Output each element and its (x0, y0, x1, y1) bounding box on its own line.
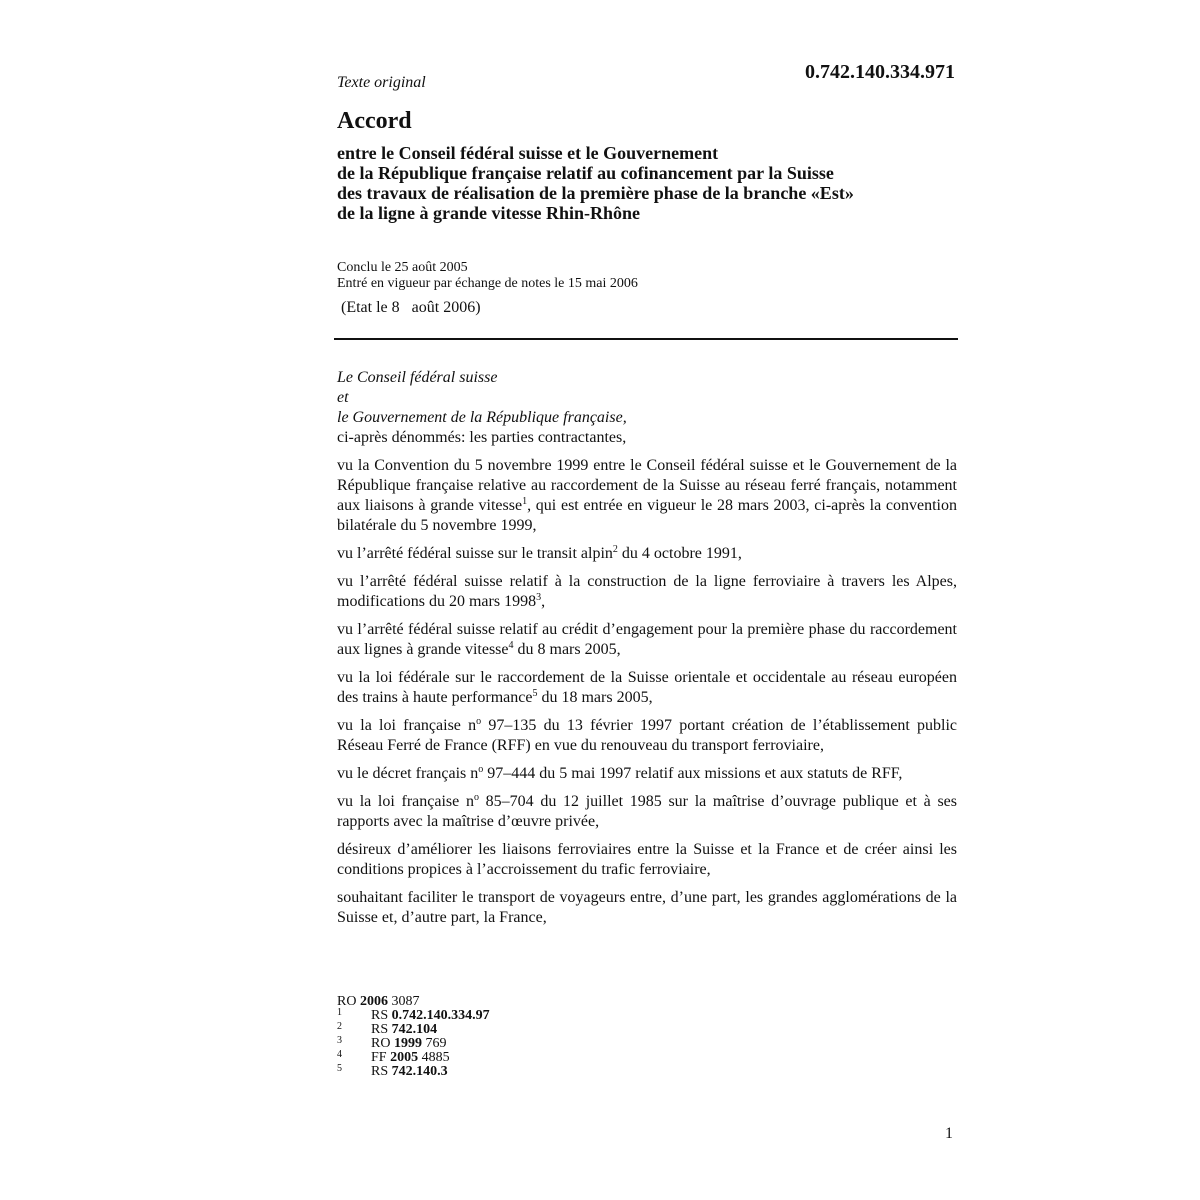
clause-text: vu la loi française n (337, 793, 474, 810)
clause-text: , qui est entrée en vigueur le 28 mars 2003, ci-après la convention bilatérale du 5 novembre 1999, (337, 497, 957, 534)
footnotes (337, 994, 490, 1079)
footnote-ro-year: 2006 (359, 994, 388, 1009)
footnote-text (371, 1065, 448, 1079)
title-line: des travaux de réalisation de la première phase de la branche «Est» (337, 183, 854, 203)
rs-number: 0.742.140.334.971 (805, 61, 955, 83)
clause-text: vu la loi française n (337, 717, 477, 734)
footnote-ro-page: 3087 (387, 994, 420, 1009)
preamble (337, 368, 957, 936)
footnote-reference-number: 1999 (393, 1036, 422, 1051)
clause-text: vu l’arrêté fédéral suisse sur le transit alpin (337, 545, 613, 562)
entry-into-force-date: Entré en vigueur par échange de notes le 15 mai 2006 (337, 276, 638, 291)
footnote-reference[interactable]: 3 (536, 592, 542, 603)
preamble-clause (337, 888, 957, 928)
footnote-text (371, 1009, 490, 1023)
title-line: de la République française relatif au cofinancement par la Suisse (337, 163, 834, 183)
footnote-prefix: RS (371, 1064, 392, 1079)
footnote-item (337, 1007, 490, 1023)
clause-text: , (541, 593, 546, 610)
footnote-reference[interactable]: o (478, 764, 484, 775)
clause-text: vu la Convention du 5 novembre 1999 entre le Conseil fédéral suisse et le Gouvernement de la République française relative au raccordement de la Suisse au réseau ferré français, notamment aux liaisons à grande vitesse (337, 457, 957, 514)
preamble-clauses (337, 456, 957, 928)
footnote-reference-number: 0.742.140.334.97 (391, 1008, 490, 1023)
status-date: (Etat le 8 août 2006) (341, 299, 481, 316)
footnote-text (371, 1037, 446, 1051)
party-2: le Gouvernement de la République française, (337, 409, 627, 426)
footnote-reference-number: 2005 (390, 1050, 419, 1065)
preamble-clause (337, 620, 957, 660)
preamble-clause (337, 572, 957, 612)
document-title (337, 143, 957, 223)
preamble-clause (337, 456, 957, 536)
footnote-number: 5 (337, 1063, 342, 1074)
preamble-clause (337, 544, 957, 564)
footnote-ro-prefix: RO (337, 994, 360, 1009)
footnote-prefix: RO (371, 1036, 394, 1051)
page-number: 1 (945, 1125, 953, 1142)
party-connector: et (337, 389, 349, 406)
footnote-reference-number: 742.140.3 (391, 1064, 448, 1079)
document-type-heading: Accord (337, 108, 412, 134)
ci-apres-clause: ci-après dénommés: les parties contractantes, (337, 429, 627, 446)
footnote-prefix: RS (371, 1008, 392, 1023)
clause-text: vu l’arrêté fédéral suisse relatif au crédit d’engagement pour la première phase du raccordement aux lignes à grande vitesse (337, 621, 957, 658)
clause-text: 97–444 du 5 mai 1997 relatif aux missions et aux statuts de RFF, (483, 765, 903, 782)
footnote-reference[interactable]: 5 (532, 688, 538, 699)
footnote-text (371, 1023, 437, 1037)
footnote-reference[interactable]: 1 (522, 496, 528, 507)
footnote-item (337, 1021, 438, 1037)
footnote-reference[interactable]: o (473, 792, 479, 803)
preamble-clause (337, 792, 957, 832)
footnote-suffix: 769 (421, 1036, 447, 1051)
footnote-list (337, 1007, 490, 1079)
footnote-suffix: 4885 (418, 1050, 450, 1065)
footnote-reference[interactable]: o (476, 716, 482, 727)
footnote-prefix: RS (371, 1022, 392, 1037)
conclusion-date: Conclu le 25 août 2005 (337, 260, 468, 275)
footnote-reference[interactable]: 2 (612, 544, 618, 555)
title-line: entre le Conseil fédéral suisse et le Gouvernement (337, 143, 719, 163)
clause-text: du 8 mars 2005, (513, 641, 621, 658)
footnote-reference[interactable]: 4 (508, 640, 514, 651)
clause-text: vu la loi fédérale sur le raccordement de la Suisse orientale et occidentale au réseau européen des trains à haute performance (337, 669, 957, 706)
preamble-clause (337, 716, 957, 756)
clause-text: souhaitant faciliter le transport de voyageurs entre, d’une part, les grandes agglomérations de la Suisse et, d’autre part, la France, (337, 889, 957, 926)
footnote-reference-number: 742.104 (391, 1022, 438, 1037)
texte-original-label: Texte original (337, 74, 426, 91)
clause-text: du 4 octobre 1991, (617, 545, 742, 562)
clause-text: désireux d’améliorer les liaisons ferroviaires entre la Suisse et la France et de créer ainsi les conditions propices à l’accroissement du trafic ferroviaire, (337, 841, 957, 878)
clause-text: 85–704 du 12 juillet 1985 sur la maîtrise d’ouvrage publique et à ses rapports avec la maîtrise d’œuvre privée, (337, 793, 957, 830)
footnote-number: 1 (337, 1007, 342, 1018)
horizontal-rule (334, 338, 958, 340)
footnote-number: 4 (337, 1049, 342, 1060)
preamble-clause (337, 840, 957, 880)
footnote-prefix: FF (371, 1050, 391, 1065)
footnote-number: 3 (337, 1035, 342, 1046)
footnote-item (337, 1049, 450, 1065)
footnote-ro (337, 995, 419, 1009)
title-line: de la ligne à grande vitesse Rhin-Rhône (337, 203, 641, 223)
preamble-clause (337, 764, 957, 784)
footnote-number: 2 (337, 1021, 342, 1032)
footnote-item (337, 1035, 447, 1051)
footnote-item (337, 1063, 448, 1079)
footnote-text (371, 1051, 450, 1065)
dates-block (337, 260, 638, 292)
clause-text: vu l’arrêté fédéral suisse relatif à la construction de la ligne ferroviaire à travers les Alpes, modifications du 20 mars 1998 (337, 573, 957, 610)
preamble-clause (337, 668, 957, 708)
party-1: Le Conseil fédéral suisse (337, 369, 498, 386)
clause-text: vu le décret français n (337, 765, 479, 782)
clause-text: du 18 mars 2005, (537, 689, 653, 706)
clause-text: 97–135 du 13 février 1997 portant création de l’établissement public Réseau Ferré de France (RFF) en vue du renouveau du transport ferroviaire, (337, 717, 957, 754)
